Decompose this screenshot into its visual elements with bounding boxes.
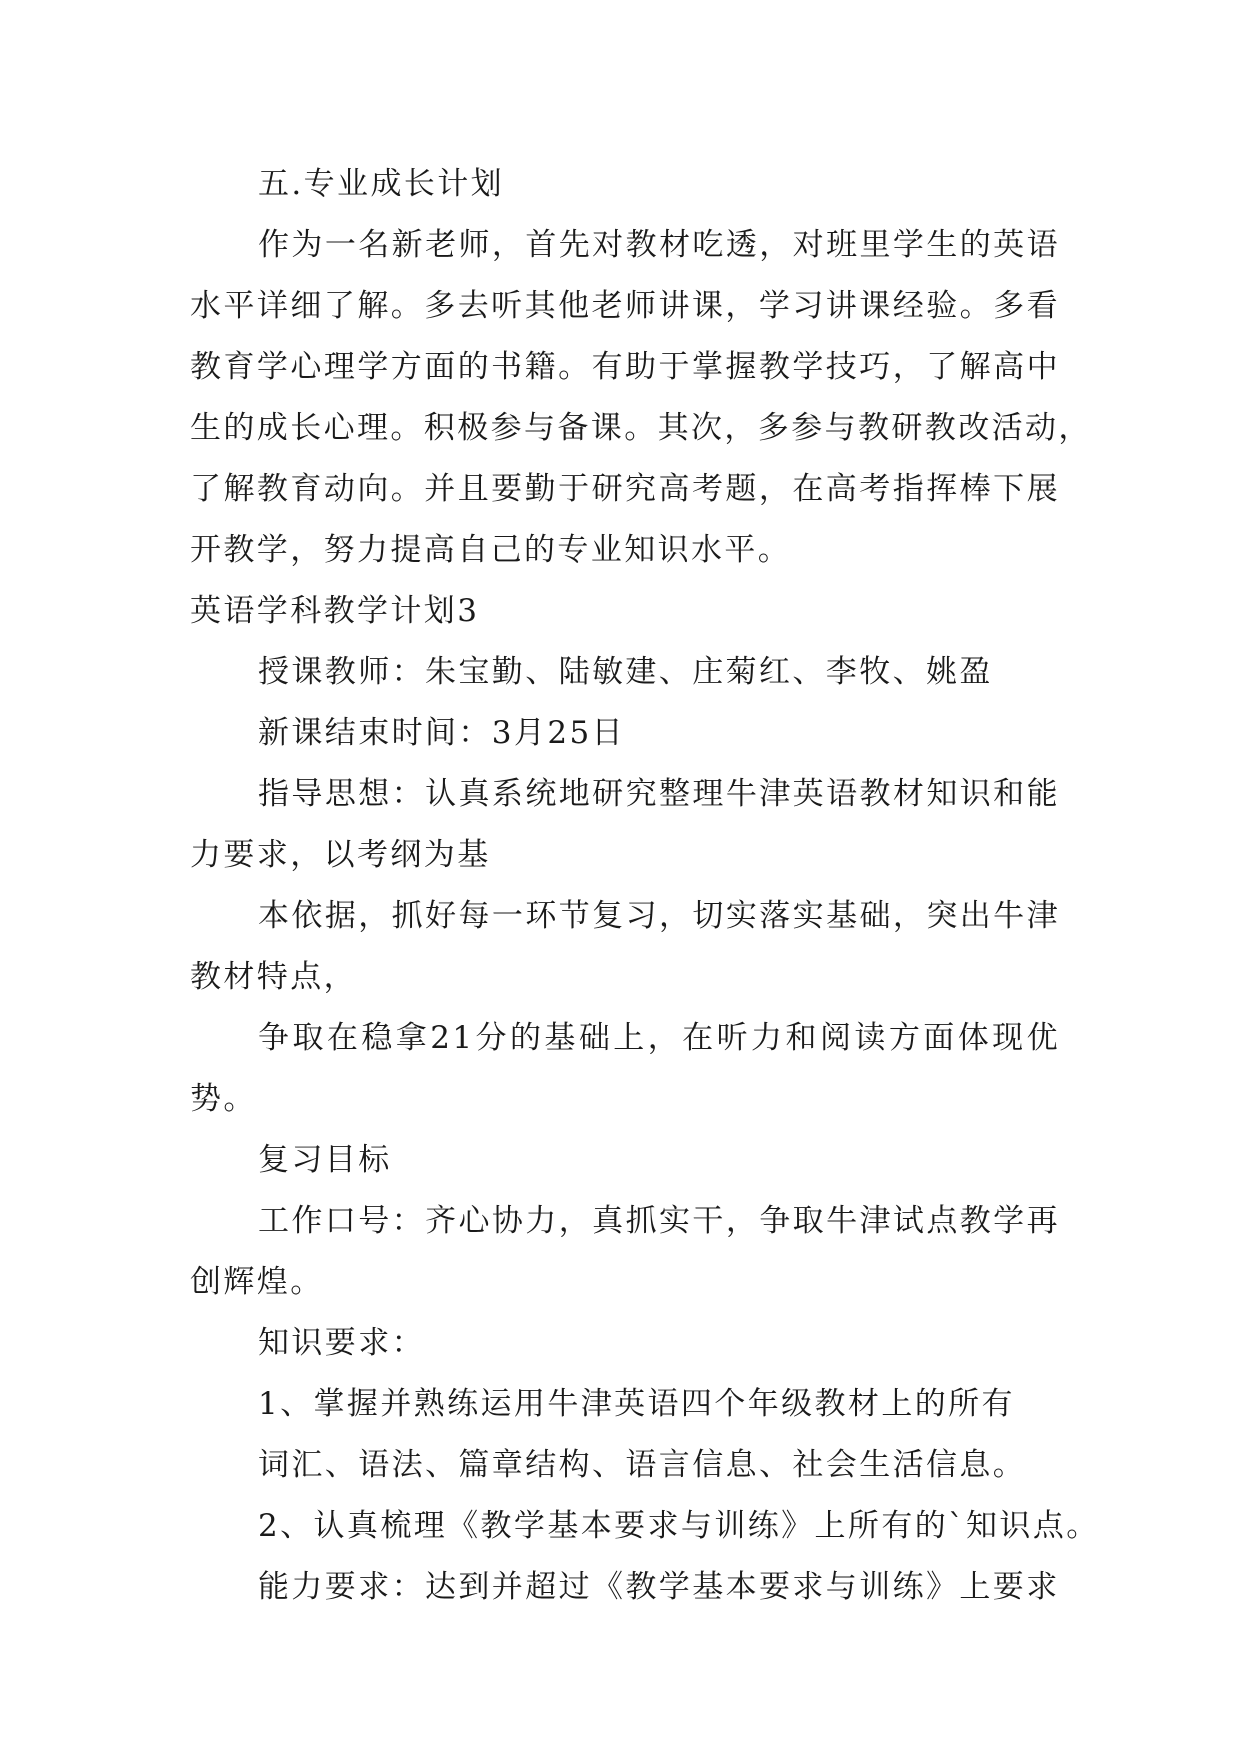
slogan-line: 工作口号：齐心协力，真抓实干，争取牛津试点教学再 <box>258 1203 1060 1239</box>
paragraph-line: 生的成长心理。积极参与备课。其次，多参与教研教改活动， <box>190 410 1092 446</box>
guiding-thought-line: 力要求，以考纲为基 <box>190 837 491 873</box>
knowledge-requirement-heading: 知识要求： <box>258 1325 425 1361</box>
list-item-2: 2、认真梳理《教学基本要求与训练》上所有的`知识点。 <box>258 1508 1100 1544</box>
slogan-line: 创辉煌。 <box>190 1264 324 1300</box>
strive-line: 争取在稳拿21分的基础上，在听力和阅读方面体现优 <box>258 1020 1060 1056</box>
section-five-heading: 五.专业成长计划 <box>258 166 505 202</box>
end-time-line: 新课结束时间：3月25日 <box>258 715 625 751</box>
list-item-1-continued: 词汇、语法、篇章结构、语言信息、社会生活信息。 <box>258 1447 1027 1483</box>
list-item-1: 1、掌握并熟练运用牛津英语四个年级教材上的所有 <box>258 1386 1015 1422</box>
basis-line: 教材特点， <box>190 959 357 995</box>
ability-requirement-line: 能力要求：达到并超过《教学基本要求与训练》上要求 <box>258 1569 1060 1605</box>
document-body <box>190 154 1100 1618</box>
paragraph-line: 开教学，努力提高自己的专业知识水平。 <box>190 532 792 568</box>
paragraph-line: 教育学心理学方面的书籍。有助于掌握教学技巧，了解高中 <box>190 349 1060 385</box>
strive-line: 势。 <box>190 1081 257 1117</box>
plan-title: 英语学科教学计划3 <box>190 593 480 629</box>
paragraph-line: 水平详细了解。多去听其他老师讲课，学习讲课经验。多看 <box>190 288 1060 324</box>
paragraph-line: 作为一名新老师，首先对教材吃透，对班里学生的英语 <box>258 227 1060 263</box>
paragraph-line: 了解教育动向。并且要勤于研究高考题，在高考指挥棒下展 <box>190 471 1060 507</box>
teachers-line: 授课教师：朱宝勤、陆敏建、庄菊红、李牧、姚盈 <box>258 654 993 690</box>
guiding-thought-line: 指导思想：认真系统地研究整理牛津英语教材知识和能 <box>258 776 1060 812</box>
basis-line: 本依据，抓好每一环节复习，切实落实基础，突出牛津 <box>258 898 1060 934</box>
review-goal-heading: 复习目标 <box>258 1142 392 1178</box>
